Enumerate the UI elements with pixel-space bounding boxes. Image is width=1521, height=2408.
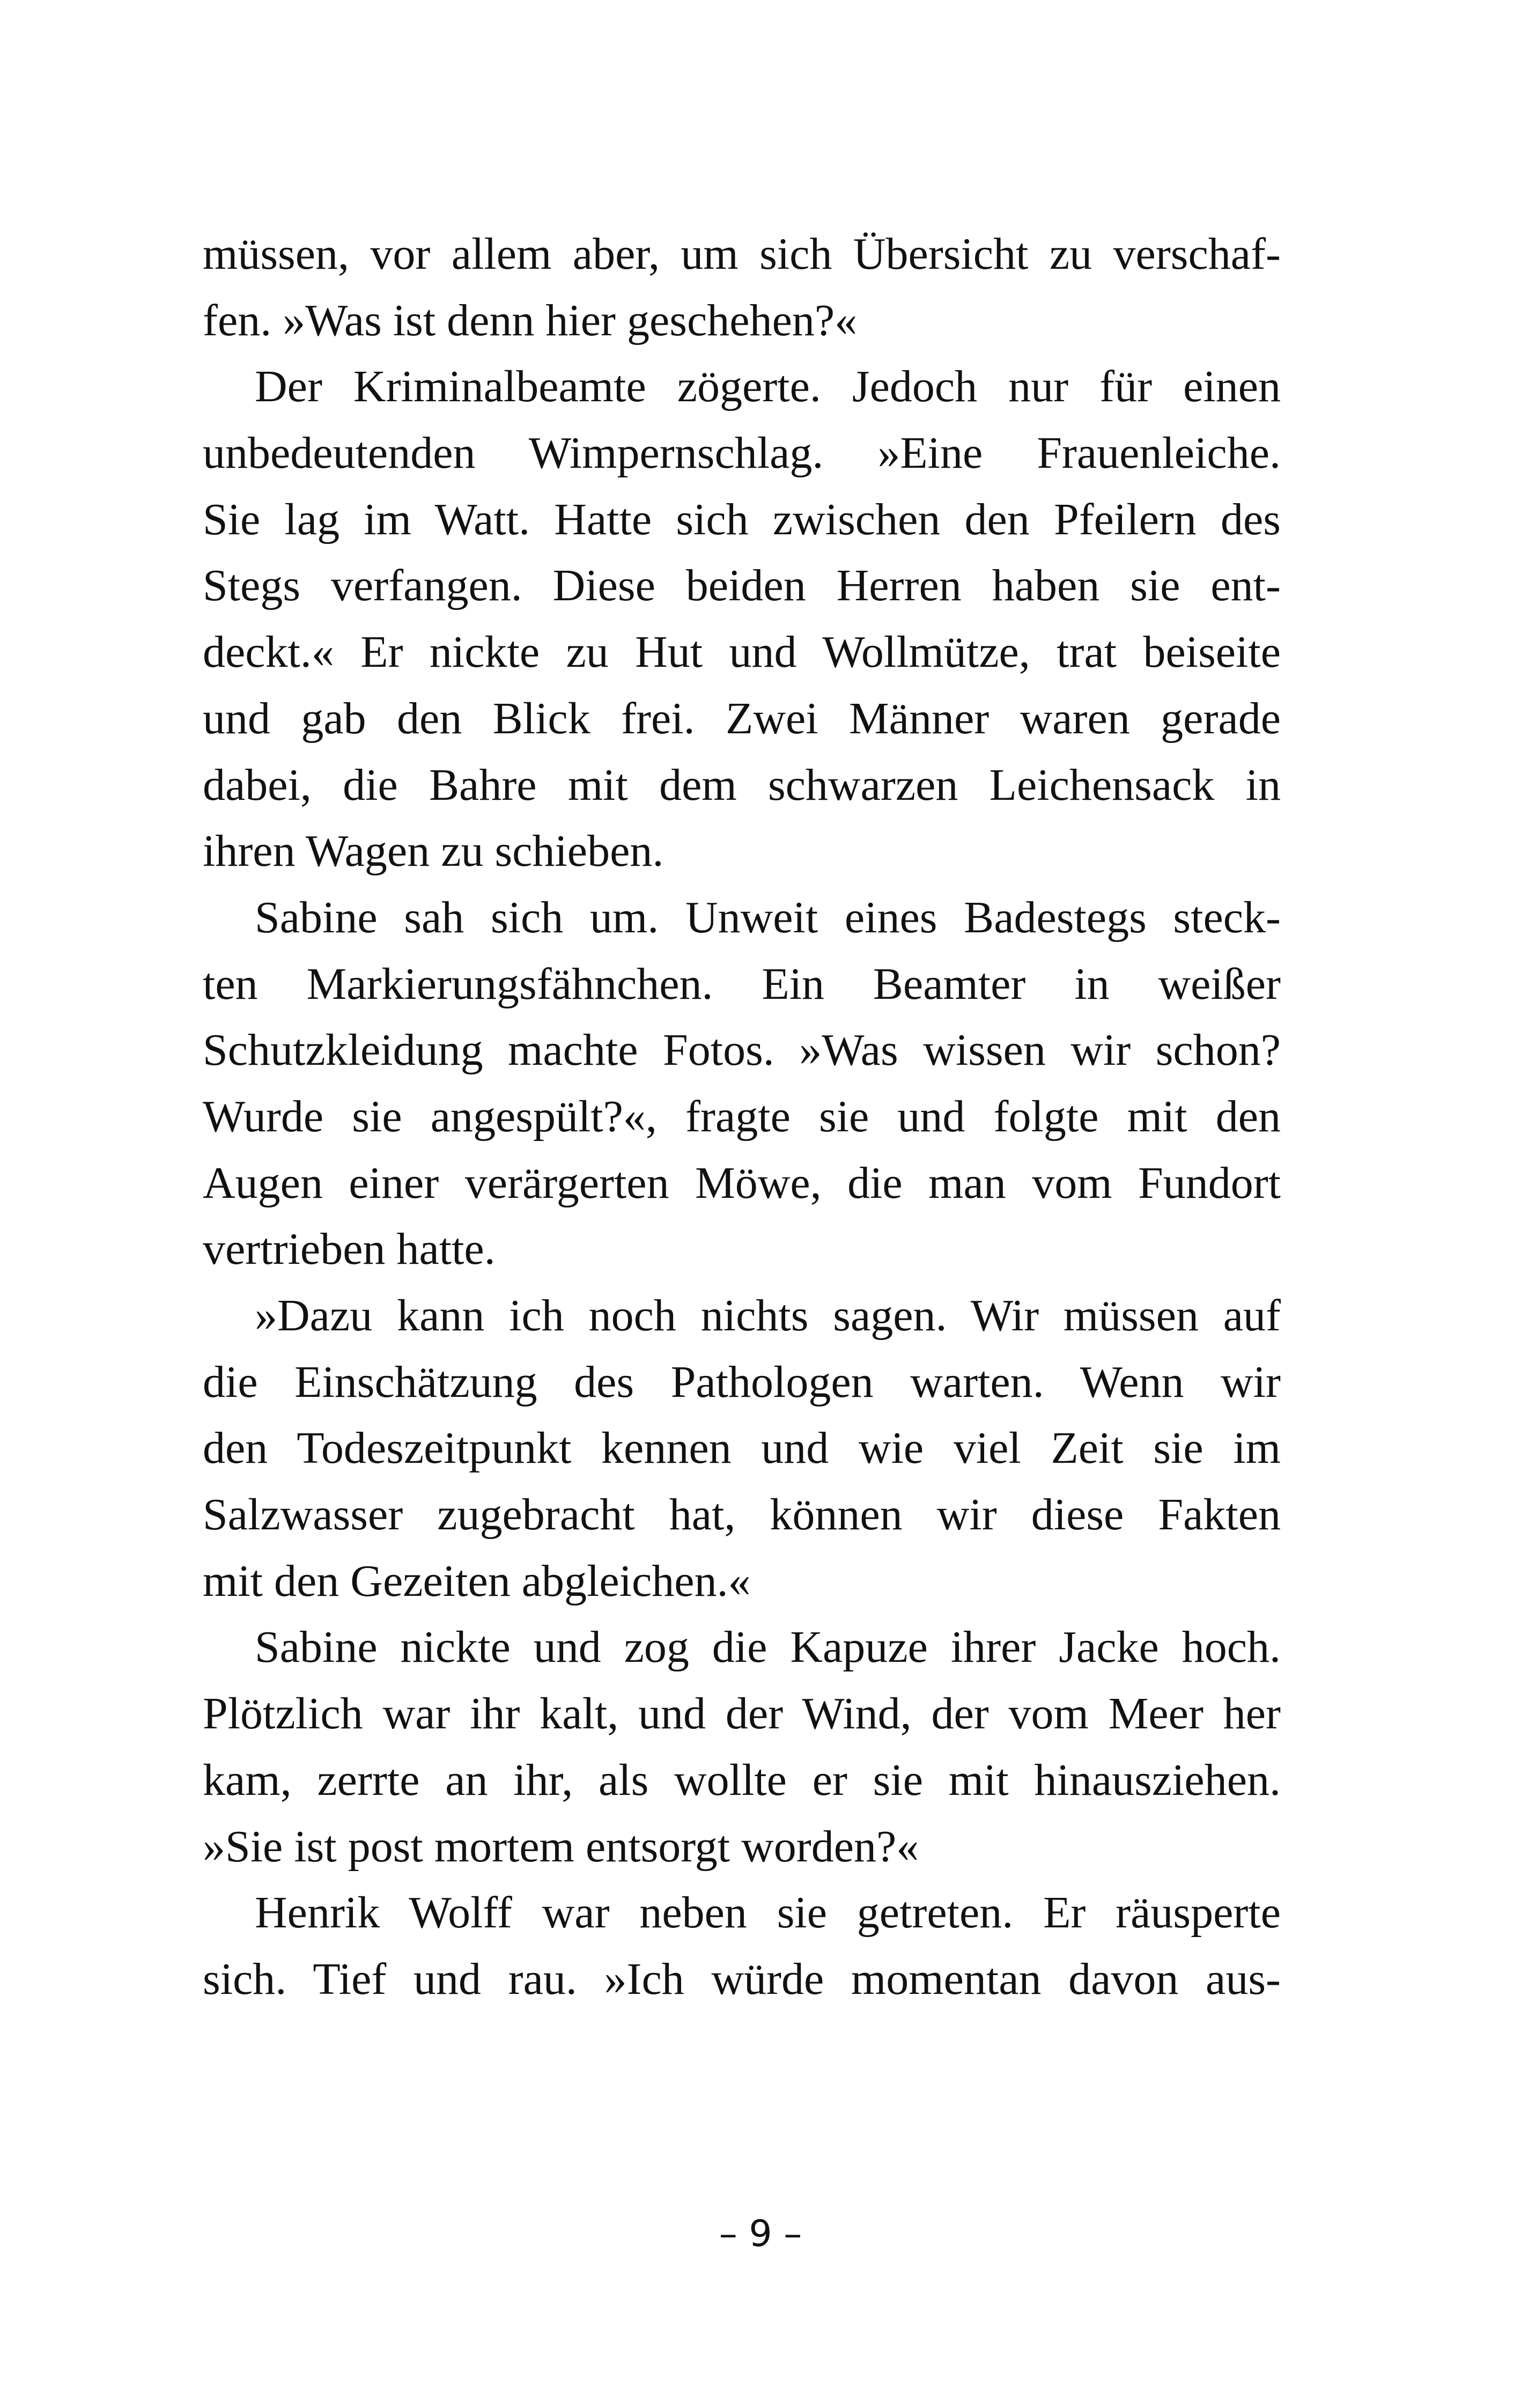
text-line: unbedeutenden Wimpernschlag. »Eine Frauenleiche. <box>203 428 1281 478</box>
text-line: Wurde sie angespült?«, fragte sie und folgte mit den <box>203 1091 1281 1142</box>
text-line: kam, zerrte an ihr, als wollte er sie mit hinausziehen. <box>203 1755 1281 1805</box>
text-line: Henrik Wolff war neben sie getreten. Er räusperte <box>255 1888 1281 1938</box>
text-line: Sabine nickte und zog die Kapuze ihrer Jacke hoch. <box>255 1622 1281 1673</box>
text-line: »Sie ist post mortem entsorgt worden?« <box>203 1821 919 1872</box>
text-line: ihren Wagen zu schieben. <box>203 826 664 877</box>
text-line: müssen, vor allem aber, um sich Übersicht zu verschaf- <box>203 229 1281 279</box>
text-line: Salzwasser zugebracht hat, können wir diese Fakten <box>203 1490 1281 1540</box>
body-text <box>203 221 1281 2013</box>
text-line: Sabine sah sich um. Unweit eines Badestegs steck- <box>255 892 1281 942</box>
text-line: Stegs verfangen. Diese beiden Herren haben sie ent- <box>203 561 1281 611</box>
text-line: vertrieben hatte. <box>203 1224 496 1275</box>
text-line: Sie lag im Watt. Hatte sich zwischen den Pfeilern des <box>203 494 1281 544</box>
text-line: fen. »Was ist denn hier geschehen?« <box>203 295 858 345</box>
text-line: deckt.« Er nickte zu Hut und Wollmütze, trat beiseite <box>203 627 1281 678</box>
text-line: ten Markierungsfähnchen. Ein Beamter in weißer <box>203 959 1281 1009</box>
text-line: Plötzlich war ihr kalt, und der Wind, der vom Meer her <box>203 1689 1281 1739</box>
text-line: Der Kriminalbeamte zögerte. Jedoch nur für einen <box>255 362 1281 412</box>
text-line: mit den Gezeiten abgleichen.« <box>203 1556 751 1606</box>
text-line: die Einschätzung des Pathologen warten. Wenn wir <box>203 1357 1281 1407</box>
text-line: Schutzkleidung machte Fotos. »Was wissen wir schon? <box>203 1025 1281 1076</box>
text-line: »Dazu kann ich noch nichts sagen. Wir müssen auf <box>255 1291 1281 1341</box>
page-number: – 9 – <box>719 2213 802 2255</box>
text-line: dabei, die Bahre mit dem schwarzen Leichensack in <box>203 760 1281 810</box>
text-line: sich. Tief und rau. »Ich würde momentan davon aus- <box>203 1954 1281 2004</box>
text-line: und gab den Blick frei. Zwei Männer waren gerade <box>203 693 1281 743</box>
text-line: Augen einer verärgerten Möwe, die man vom Fundort <box>203 1158 1281 1208</box>
text-line: den Todeszeitpunkt kennen und wie viel Zeit sie im <box>203 1423 1281 1474</box>
